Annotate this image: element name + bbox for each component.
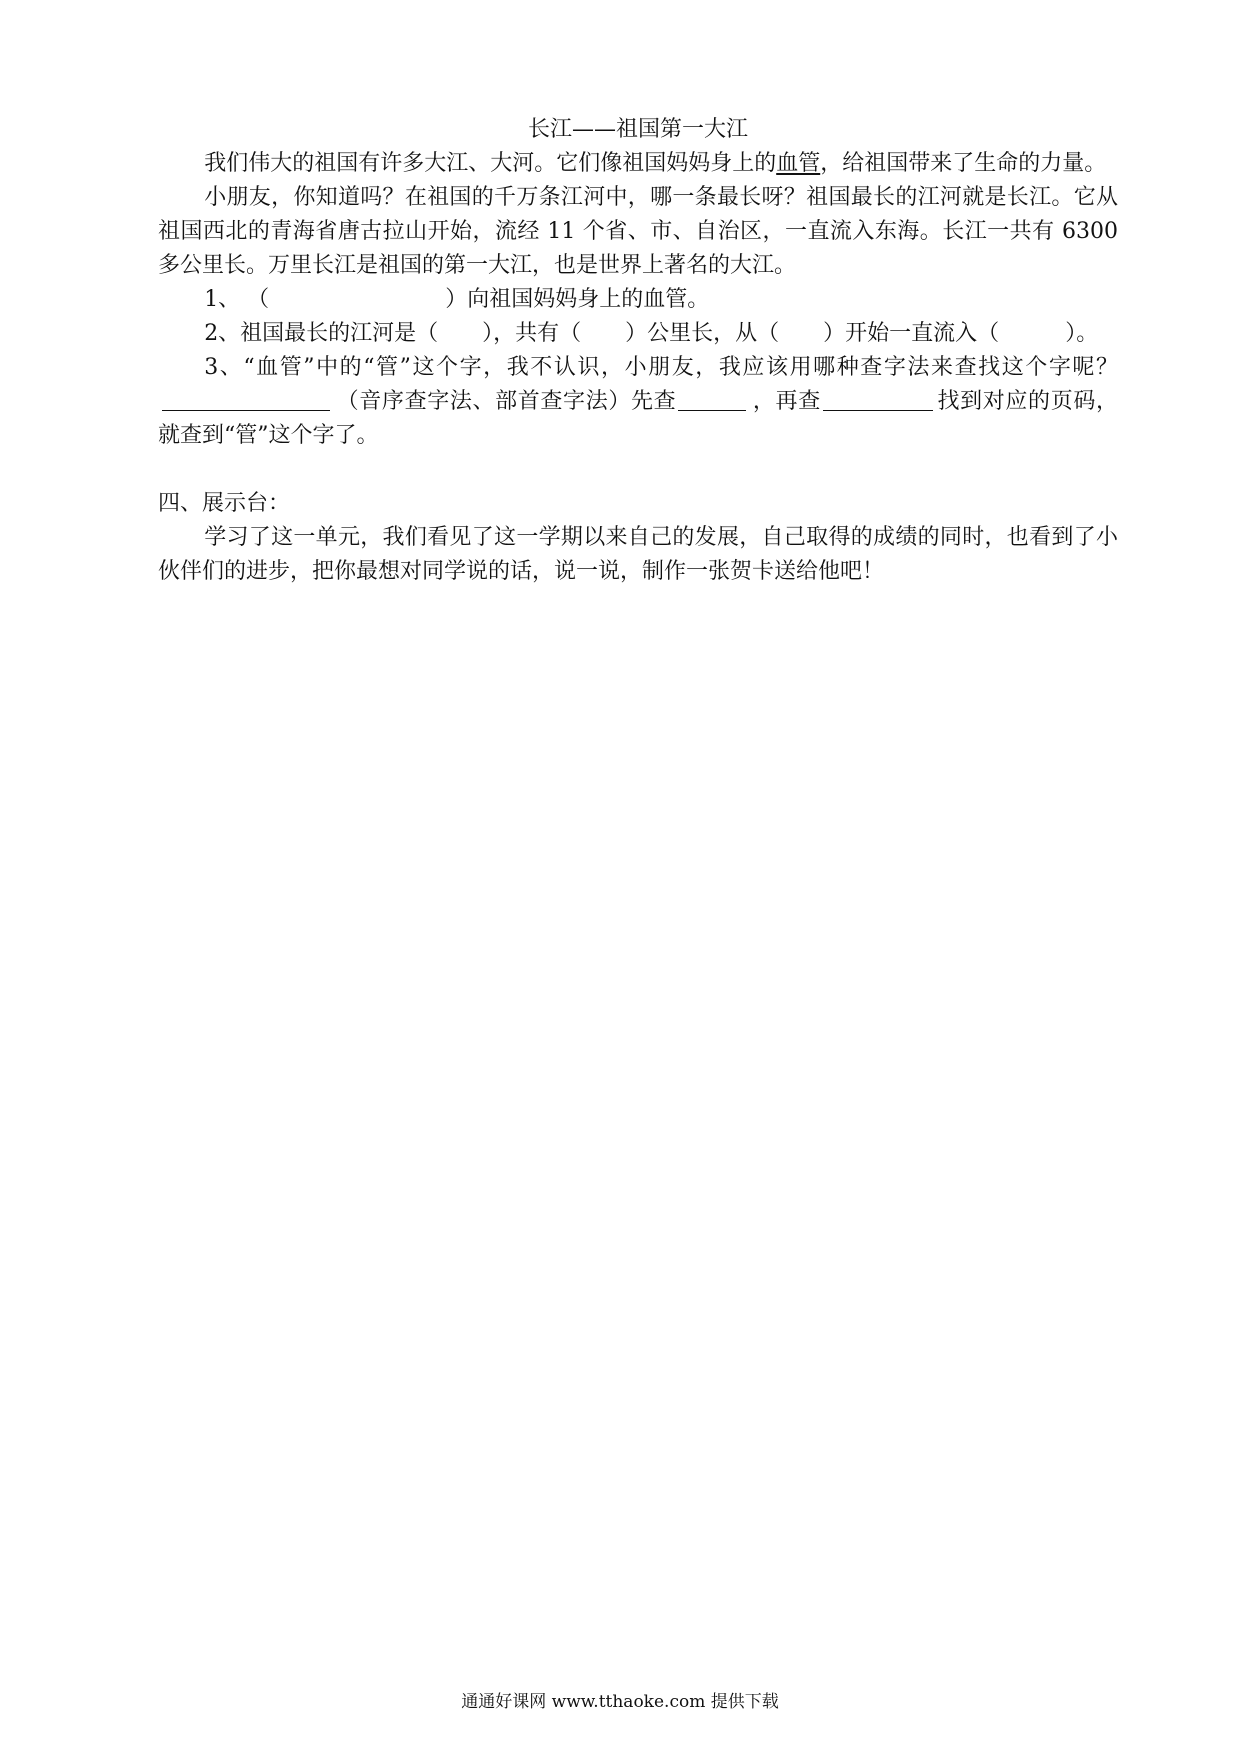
paragraph-1-text-a: 我们伟大的祖国有许多大江、大河。它们像祖国妈妈身上的 xyxy=(204,151,777,176)
section-4-body: 学习了这一单元，我们看见了这一学期以来自己的发展，自己取得的成绩的同时，也看到了小伙伴们的进步，把你最想对同学说的话，说一说，制作一张贺卡送给他吧！ xyxy=(158,525,1118,584)
question-2: 2、祖国最长的江河是（ ），共有（ ）公里长，从（ ）开始一直流入（ ）。 xyxy=(204,321,1099,346)
question-1-text-b: ）向祖国妈妈身上的血管。 xyxy=(445,287,710,312)
answer-blank-first[interactable] xyxy=(678,388,746,411)
document-content xyxy=(158,113,1118,589)
paragraph-1-text-b: ，给祖国带来了生命的力量。 xyxy=(820,151,1107,176)
page-title: 长江——祖国第一大江 xyxy=(527,117,748,142)
question-1-text-a: 1、 （ xyxy=(204,287,270,312)
answer-blank-method[interactable] xyxy=(162,388,330,411)
paragraph-2: 小朋友，你知道吗？在祖国的千万条江河中，哪一条最长呀？祖国最长的江河就是长江。它从祖国西北的青海省唐古拉山开始，流经 11 个省、市、自治区，一直流入东海。长江一共有 6300 多公里长。万里长江是祖国的第一大江，也是世界上著名的大江。 xyxy=(158,185,1118,278)
question-1 xyxy=(158,283,1118,317)
question-3-text-b: （音序查字法、部首查字法）先查 xyxy=(336,389,677,414)
footer-text: 通通好课网 www.tthaoke.com 提供下载 xyxy=(461,1692,779,1712)
question-3-text-a: 3、“血管”中的“管”这个字，我不认识，小朋友，我应该用哪种查字法来查找这个字呢？ xyxy=(204,355,1118,380)
paragraph-1 xyxy=(158,147,1118,181)
question-3-text-c: ，再查 xyxy=(752,389,821,414)
question-3-text-d: 找到对应的页码，就查到“管”这个字了。 xyxy=(158,389,1118,448)
underlined-word: 血管 xyxy=(776,151,821,176)
section-4-heading: 四、展示台： xyxy=(158,491,291,516)
question-3 xyxy=(158,351,1118,453)
answer-blank-second[interactable] xyxy=(823,388,933,411)
